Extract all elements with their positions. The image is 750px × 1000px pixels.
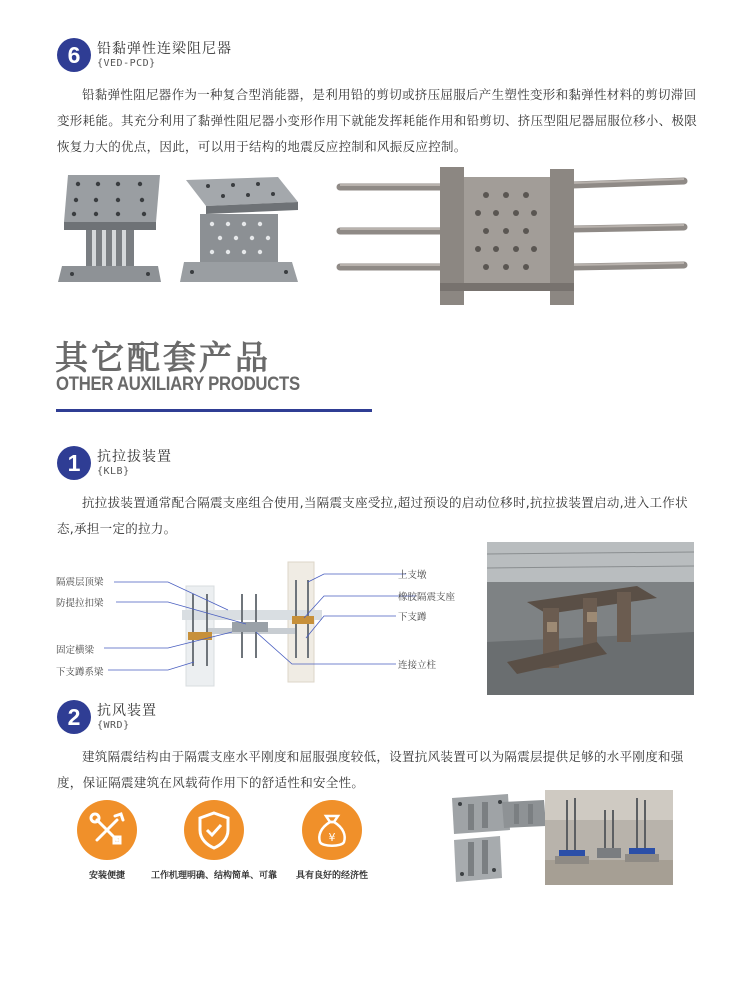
feature-circle-economic [302, 800, 362, 860]
heading-en: OTHER AUXILIARY PRODUCTS [56, 374, 300, 395]
diagram-label-top-beam: 隔震层顶梁 [56, 577, 104, 588]
svg-text:¥: ¥ [328, 831, 336, 844]
section-number-badge: 1 [57, 446, 91, 480]
feature-circle-reliable [184, 800, 244, 860]
wrd-site-photo [545, 790, 673, 885]
heading-underline [56, 409, 372, 412]
diagram-label-anti-lift-beam: 防提拉扣梁 [56, 598, 104, 609]
feature-circle-install [77, 800, 137, 860]
shield-check-icon [184, 800, 244, 860]
section-paragraph: 抗拉拔装置通常配合隔震支座组合使用,当隔震支座受拉,超过预设的启动位移时,抗拉拔装置启动,进入工作状态,承担一定的拉力。 [57, 495, 688, 536]
section-code: {KLB} [97, 466, 130, 477]
feature-label-economic: 具有良好的经济性 [295, 871, 368, 881]
diagram-label-rubber-bearing: 橡胶隔震支座 [398, 592, 456, 603]
section-paragraph: 建筑隔震结构由于隔震支座水平刚度和屈服强度较低，设置抗风装置可以为隔震层提供足够的水平刚度和强度，保证隔震建筑在风载荷作用下的舒适性和安全性。 [57, 749, 684, 790]
section-code: {WRD} [97, 720, 130, 731]
section-paragraph: 铅黏弹性阻尼器作为一种复合型消能器，是利用铅的剪切或挤压屈服后产生塑性变形和黏弹性材料的剪切滞回变形耗能。其充分利用了黏弹性阻尼器小变形作用下就能发挥耗能作用和铅剪切、挤压型阻尼器屈服位移小、极限恢复力大的优点，因此，可以用于结构的地震反应控制和风振反应控制。 [57, 87, 698, 154]
section-title: 抗拉拔装置 [97, 449, 172, 465]
diagram-label-connecting-column: 连接立柱 [398, 660, 437, 671]
tools-icon [77, 800, 137, 860]
section-code: {VED-PCD} [97, 58, 156, 69]
section-number-badge: 6 [57, 38, 91, 72]
damper-installed-photo [336, 165, 688, 310]
heading-cn: 其它配套产品 [55, 338, 271, 377]
damper-photo-1 [48, 170, 173, 285]
wrd-device-photo [448, 790, 548, 885]
feature-label-install: 安装便捷 [88, 871, 125, 881]
feature-label-reliable: 工作机理明确、结构简单、可靠 [150, 871, 277, 881]
money-bag-icon [302, 800, 362, 860]
section-title: 铅黏弹性连梁阻尼器 [97, 41, 232, 57]
section-number-badge: 2 [57, 700, 91, 734]
section-title: 抗风装置 [97, 703, 157, 719]
diagram-label-lower-pier: 下支蹲 [398, 612, 427, 623]
klb-site-photo [487, 542, 694, 695]
diagram-label-fixed-beam: 固定横梁 [56, 645, 95, 656]
klb-diagram [56, 558, 476, 688]
damper-photo-2 [178, 172, 303, 287]
diagram-label-upper-pier: 上支墩 [398, 570, 427, 581]
diagram-label-lower-tie-beam: 下支蹲系梁 [56, 667, 104, 678]
